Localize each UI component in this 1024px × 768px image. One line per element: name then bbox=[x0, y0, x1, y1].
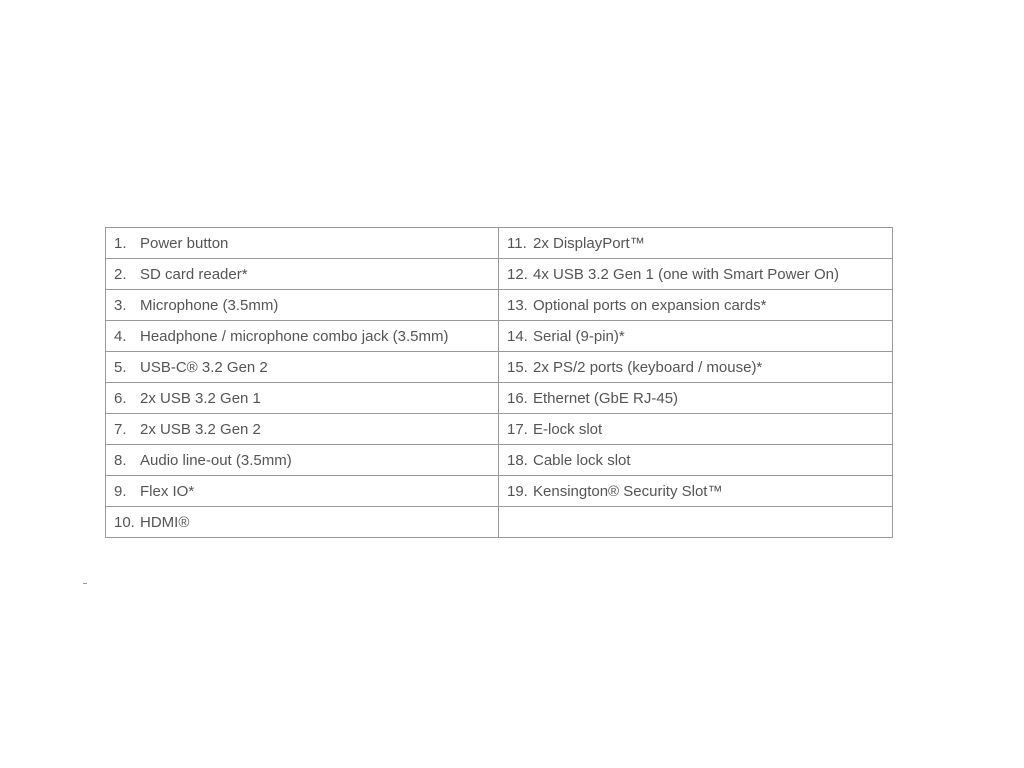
item-number: 8. bbox=[114, 451, 127, 469]
table-row bbox=[106, 290, 893, 321]
table-cell-empty bbox=[499, 507, 893, 538]
table-cell bbox=[106, 321, 499, 352]
item-label: HDMI® bbox=[140, 513, 190, 531]
table-cell bbox=[499, 352, 893, 383]
table-cell bbox=[106, 259, 499, 290]
item-number: 16. bbox=[507, 389, 528, 407]
item-label: SD card reader* bbox=[140, 265, 248, 283]
stray-mark bbox=[83, 583, 87, 584]
item-number: 14. bbox=[507, 327, 528, 345]
table-row bbox=[106, 414, 893, 445]
table-cell bbox=[106, 352, 499, 383]
table-row bbox=[106, 445, 893, 476]
item-number: 11. bbox=[507, 234, 527, 252]
table-row bbox=[106, 383, 893, 414]
item-label: Power button bbox=[140, 234, 229, 252]
item-label: Flex IO* bbox=[140, 482, 195, 500]
item-label: Optional ports on expansion cards* bbox=[533, 296, 767, 314]
item-number: 13. bbox=[507, 296, 528, 314]
table-row bbox=[106, 228, 893, 259]
table-row bbox=[106, 507, 893, 538]
item-label: Cable lock slot bbox=[533, 451, 631, 469]
item-label: 2x PS/2 ports (keyboard / mouse)* bbox=[533, 358, 763, 376]
item-label: E-lock slot bbox=[533, 420, 603, 438]
item-number: 17. bbox=[507, 420, 528, 438]
table-row bbox=[106, 321, 893, 352]
table-cell bbox=[499, 445, 893, 476]
item-label: Serial (9-pin)* bbox=[533, 327, 625, 345]
item-label: Headphone / microphone combo jack (3.5mm) bbox=[140, 327, 449, 345]
table-row bbox=[106, 259, 893, 290]
item-label: USB-C® 3.2 Gen 2 bbox=[140, 358, 268, 376]
item-number: 4. bbox=[114, 327, 127, 345]
item-number: 2. bbox=[114, 265, 127, 283]
table-row bbox=[106, 476, 893, 507]
table-cell bbox=[106, 507, 499, 538]
table-cell bbox=[499, 321, 893, 352]
item-number: 5. bbox=[114, 358, 127, 376]
item-number: 19. bbox=[507, 482, 528, 500]
item-number: 3. bbox=[114, 296, 127, 314]
table-cell bbox=[106, 383, 499, 414]
item-number: 10. bbox=[114, 513, 135, 531]
item-label: Microphone (3.5mm) bbox=[140, 296, 279, 314]
table-cell bbox=[499, 414, 893, 445]
item-number: 18. bbox=[507, 451, 528, 469]
item-label: Audio line-out (3.5mm) bbox=[140, 451, 292, 469]
table-cell bbox=[106, 414, 499, 445]
item-label: 2x USB 3.2 Gen 2 bbox=[140, 420, 261, 438]
table-cell bbox=[106, 476, 499, 507]
item-label: 4x USB 3.2 Gen 1 (one with Smart Power On) bbox=[533, 265, 839, 283]
item-number: 7. bbox=[114, 420, 127, 438]
item-number: 6. bbox=[114, 389, 127, 407]
table-cell bbox=[499, 290, 893, 321]
ports-table bbox=[105, 227, 893, 538]
table-row bbox=[106, 352, 893, 383]
item-number: 15. bbox=[507, 358, 528, 376]
item-label: Ethernet (GbE RJ-45) bbox=[533, 389, 679, 407]
item-number: 12. bbox=[507, 265, 528, 283]
table-cell bbox=[499, 259, 893, 290]
table-cell bbox=[106, 445, 499, 476]
item-number: 9. bbox=[114, 482, 127, 500]
table-cell bbox=[499, 228, 893, 259]
item-label: 2x USB 3.2 Gen 1 bbox=[140, 389, 261, 407]
table-cell bbox=[499, 383, 893, 414]
item-label: Kensington® Security Slot™ bbox=[533, 482, 723, 500]
item-label: 2x DisplayPort™ bbox=[533, 234, 645, 252]
table-cell bbox=[106, 228, 499, 259]
table-cell bbox=[106, 290, 499, 321]
item-number: 1. bbox=[114, 234, 127, 252]
table-cell bbox=[499, 476, 893, 507]
